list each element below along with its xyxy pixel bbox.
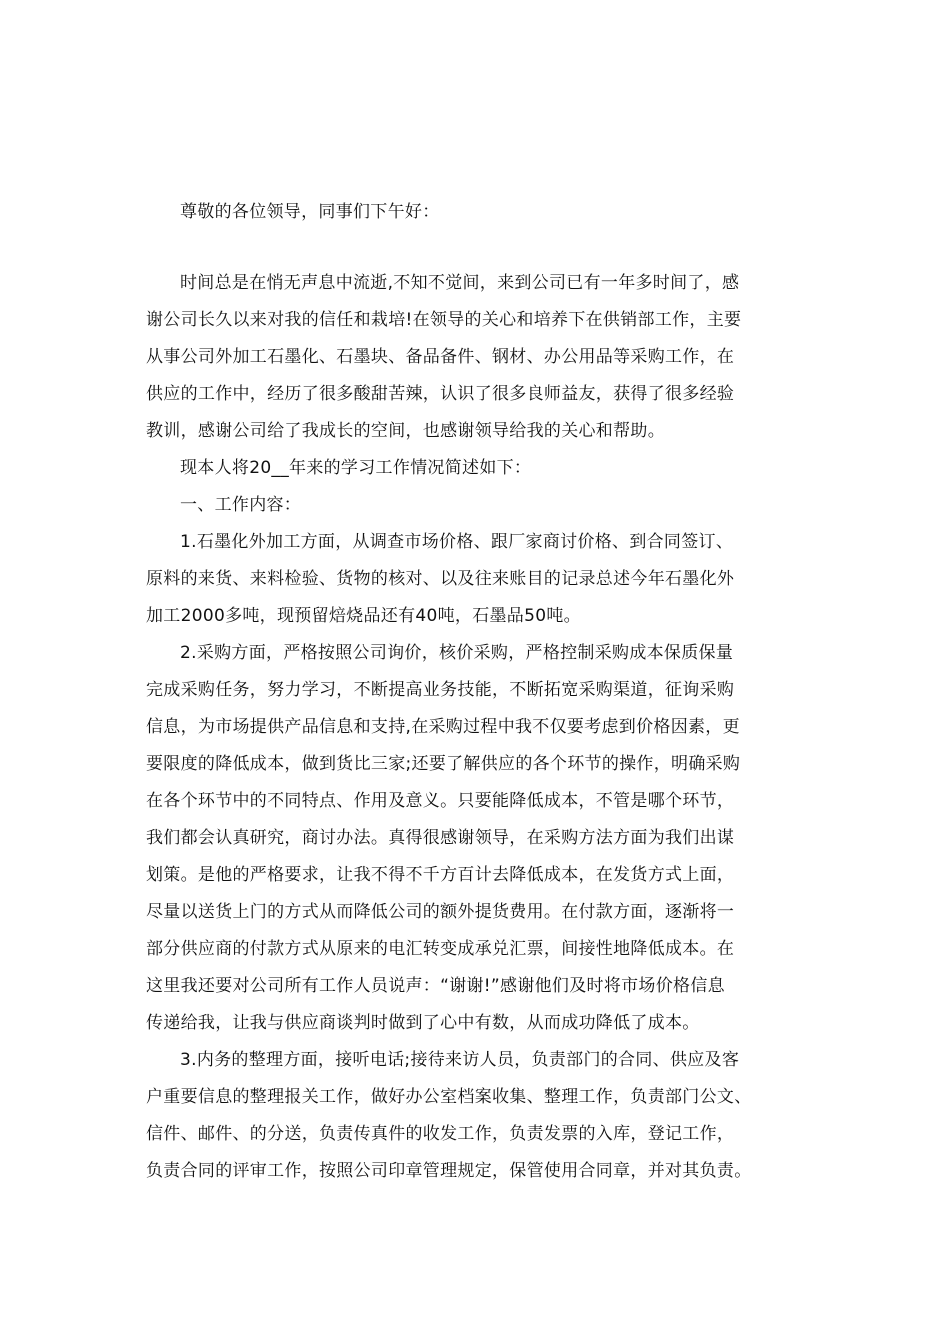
greeting-line: 尊敬的各位领导，同事们下午好： (180, 202, 440, 222)
paragraph-line: 3.内务的整理方面，接听电话;接待来访人员，负责部门的合同、供应及客 (180, 1050, 740, 1070)
paragraph-line: 信件、邮件、的分送，负责传真件的收发工作，负责发票的入库，登记工作， (146, 1124, 735, 1144)
paragraph-line: 要限度的降低成本，做到货比三家;还要了解供应的各个环节的操作，明确采购 (146, 754, 741, 774)
paragraph-line: 我们都会认真研究，商讨办法。真得很感谢领导，在采购方法方面为我们出谋 (146, 828, 735, 848)
paragraph-line: 这里我还要对公司所有工作人员说声：“谢谢!”感谢他们及时将市场价格信息 (146, 976, 725, 996)
paragraph-line: 2.采购方面，严格按照公司询价，核价采购，严格控制采购成本保质保量 (180, 643, 734, 663)
paragraph-line: 部分供应商的付款方式从原来的电汇转变成承兑汇票，间接性地降低成本。在 (146, 939, 735, 959)
paragraph-line: 加工2000多吨，现预留焙烧品还有40吨，石墨品50吨。 (146, 606, 581, 626)
paragraph-line: 教训，感谢公司给了我成长的空间，也感谢领导给我的关心和帮助。 (146, 421, 665, 441)
section-heading: 一、工作内容： (180, 495, 302, 515)
paragraph-line: 从事公司外加工石墨化、石墨块、备品备件、钢材、办公用品等采购工作，在 (146, 347, 735, 367)
paragraph-line: 户重要信息的整理报关工作，做好办公室档案收集、整理工作，负责部门公文、 (146, 1087, 752, 1107)
paragraph-line: 负责合同的评审工作，按照公司印章管理规定，保管使用合同章，并对其负责。 (146, 1161, 752, 1181)
paragraph-line: 尽量以送货上门的方式从而降低公司的额外提货费用。在付款方面，逐渐将一 (146, 902, 735, 922)
paragraph-line: 时间总是在悄无声息中流逝,不知不觉间，来到公司已有一年多时间了，感 (180, 273, 740, 293)
paragraph-line: 原料的来货、来料检验、货物的核对、以及往来账目的记录总述今年石墨化外 (146, 569, 735, 589)
paragraph-line: 1.石墨化外加工方面，从调查市场价格、跟厂家商讨价格、到合同签订、 (180, 532, 734, 552)
paragraph-line: 在各个环节中的不同特点、作用及意义。只要能降低成本，不管是哪个环节， (146, 791, 735, 811)
paragraph-line: 完成采购任务，努力学习，不断提高业务技能，不断拓宽采购渠道，征询采购 (146, 680, 735, 700)
paragraph-line: 现本人将20__年来的学习工作情况简述如下： (180, 458, 532, 478)
paragraph-line: 划策。是他的严格要求，让我不得不千方百计去降低成本，在发货方式上面， (146, 865, 735, 885)
paragraph-line: 信息，为市场提供产品信息和支持,在采购过程中我不仅要考虑到价格因素，更 (146, 717, 740, 737)
paragraph-line: 谢公司长久以来对我的信任和栽培!在领导的关心和培养下在供销部工作，主要 (146, 310, 742, 330)
paragraph-line: 供应的工作中，经历了很多酸甜苦辣，认识了很多良师益友，获得了很多经验 (146, 384, 735, 404)
paragraph-line: 传递给我，让我与供应商谈判时做到了心中有数，从而成功降低了成本。 (146, 1013, 700, 1033)
